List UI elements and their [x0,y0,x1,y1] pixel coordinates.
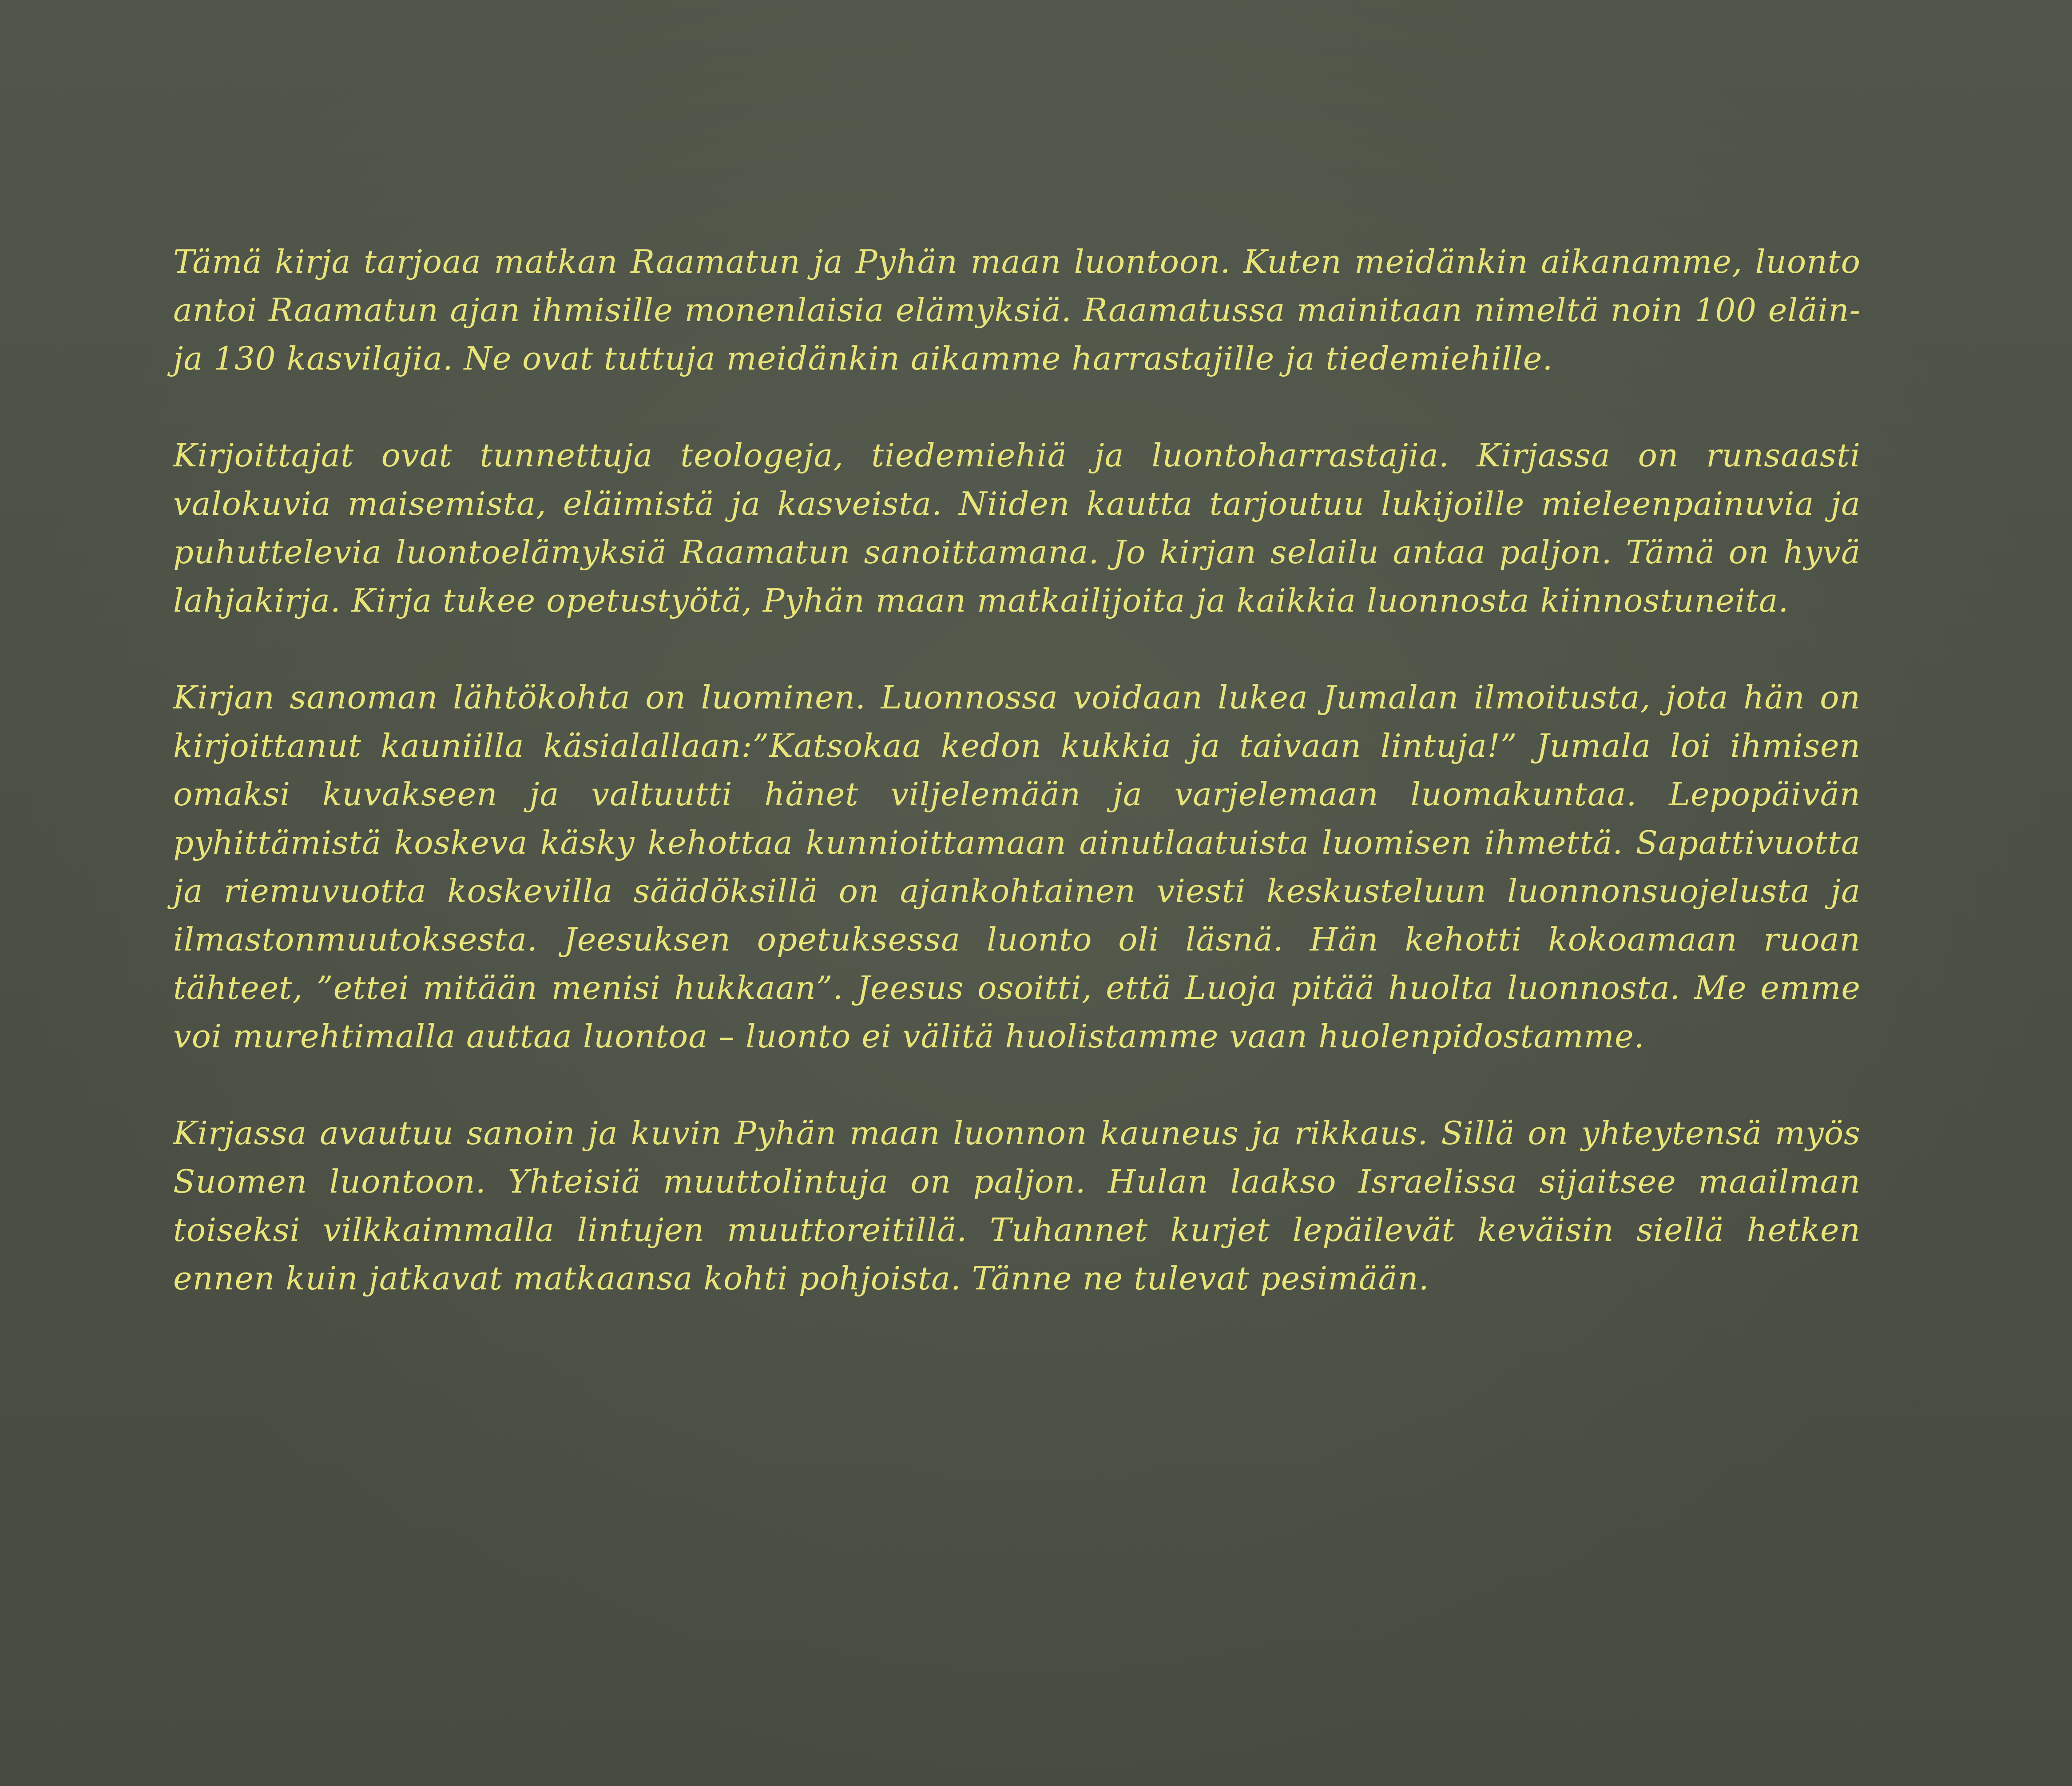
paragraph-intro: Tämä kirja tarjoaa matkan Raamatun ja Pyhän maan luontoon. Kuten meidänkin aikanamme, luonto antoi Raamatun ajan ihmisille monenlaisia elämyksiä. Raamatussa mainitaan nimeltä noin 100 eläin- ja 130 kasvilajia. Ne ovat tuttuja meidänkin aikamme harrastajille ja tiedemiehille. [173,243,1861,377]
paragraph-nature: Kirjassa avautuu sanoin ja kuvin Pyhän maan luonnon kauneus ja rikkaus. Sillä on yhteytensä myös Suomen luontoon. Yhteisiä muuttolintuja on paljon. Hulan laakso Israelissa sijaitsee maailman toiseksi vilkkaimmalla lintujen muuttoreitillä. Tuhannet kurjet lepäilevät keväisin siellä hetken ennen kuin jatkavat matkaansa kohti pohjoista. Tänne ne tulevat pesimään. [173,1114,1861,1297]
paragraph-authors: Kirjoittajat ovat tunnettuja teologeja, tiedemiehiä ja luontoharrastajia. Kirjassa on runsaasti valokuvia maisemista, eläimistä ja kasveista. Niiden kautta tarjoutuu lukijoille mieleenpainuvia ja puhuttelevia luontoelämyksiä Raamatun sanoittamana. Jo kirjan selailu antaa paljon. Tämä on hyvä lahjakirja. Kirja tukee opetustyötä, Pyhän maan matkailijoita ja kaikkia luonnosta kiinnostuneita. [173,437,1861,619]
paragraph-message: Kirjan sanoman lähtökohta on luominen. Luonnossa voidaan lukea Jumalan ilmoitusta, jota hän on kirjoittanut kauniilla käsialallaan:”Katsokaa kedon kukkia ja taivaan lintuja!” Jumala loi ihmisen omaksi kuvakseen ja valtuutti hänet viljelemään ja varjelemaan luomakuntaa. Lepopäivän pyhittämistä koskeva käsky kehottaa kunnioittamaan ainutlaatuista luomisen ihmettä. Sapattivuotta ja riemuvuotta koskevilla säädöksillä on ajankohtainen viesti keskusteluun luonnonsuojelusta ja ilmastonmuutoksesta. Jeesuksen opetuksessa luonto oli läsnä. Hän kehotti kokoamaan ruoan tähteet, ”ettei mitään menisi hukkaan”. Jeesus osoitti, että Luoja pitää huolta luonnosta. Me emme voi murehtimalla auttaa luontoa – luonto ei välitä huolistamme vaan huolenpidostamme. [173,679,1861,1055]
cover-text-block [173,238,1861,1303]
